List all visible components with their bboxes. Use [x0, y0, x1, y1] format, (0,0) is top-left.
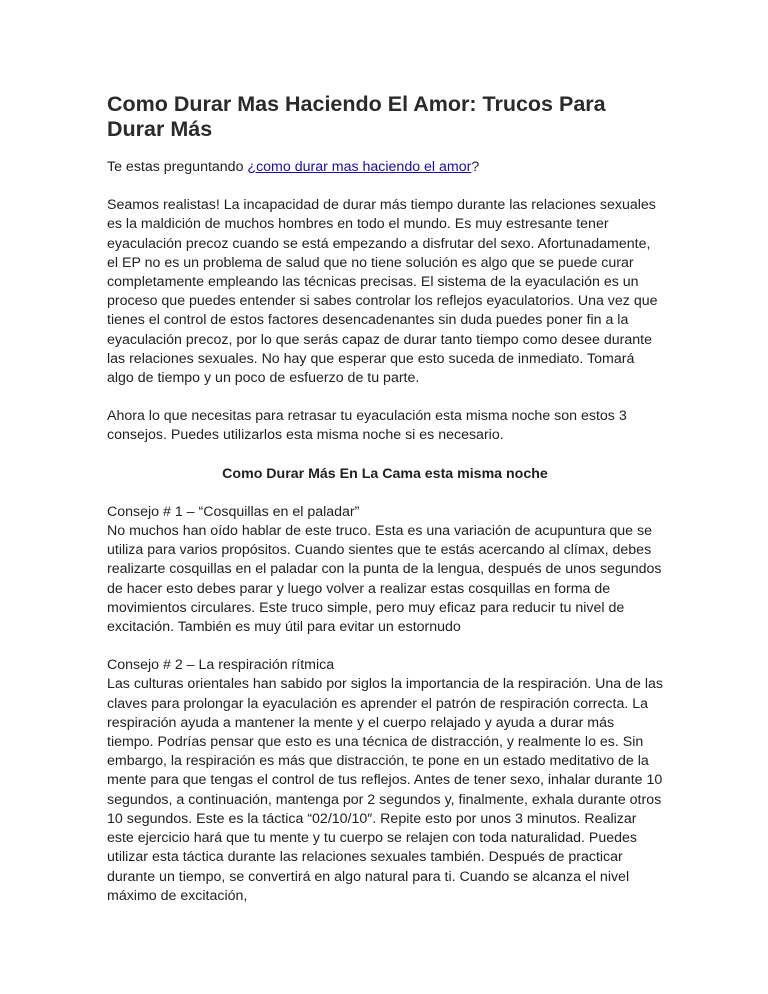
lead-question-mark: ?: [471, 159, 480, 175]
article-link[interactable]: ¿como durar mas haciendo el amor: [247, 159, 472, 175]
consejo-2-body: Las culturas orientales han sabido por siglos la importancia de la respiración. Una de las claves para prolongar la eyaculación es aprender el patrón de respiración correcta. La respiración ayuda a mantener la mente y el cuerpo relajado y ayuda a durar más tiempo. Podrías pensar que esto es una técnica de distracción, y realmente lo es. Sin embargo, la respiración es más que distracción, te pone en un estado meditativo de la mente para que tengas el control de tus reflejos. Antes de tener sexo, inhalar durante 10 segundos, a continuación, mantenga por 2 segundos y, finalmente, exhala durante otros 10 segundos. Este es la táctica “02/10/10″. Repite esto por unos 3 minutos. Realizar este ejercicio hará que tu mente y tu cuerpo se relajen con toda naturalidad. Puedes utilizar esta táctica durante las relaciones sexuales también. Después de practicar durante un tiempo, se convertirá en algo natural para ti. Cuando se alcanza el nivel máximo de excitación,: [107, 676, 663, 904]
section-title: Como Durar Más En La Cama esta misma noche: [222, 465, 548, 482]
consejo-1-title: Consejo # 1 – “Cosquillas en el paladar”: [107, 503, 360, 520]
document-title: Como Durar Mas Haciendo El Amor: Trucos Para Durar Más: [107, 92, 606, 141]
consejo-1-body: No muchos han oído hablar de este truco. Esta es una variación de acupuntura que se utiliza para varios propósitos. Cuando sientes que te estás acercando al clímax, debes realizarte cosquillas en el paladar con la punta de la lengua, después de unos segundos de hacer esto debes parar y luego volver a realizar estas cosquillas en forma de movimientos circulares. Este truco simple, pero muy eficaz para reducir tu nivel de excitación. También es muy útil para evitar un estornudo: [107, 523, 662, 636]
intro-paragraph: Seamos realistas! La incapacidad de durar más tiempo durante las relaciones sexuales es la maldición de muchos hombres en todo el mundo. Es muy estresante tener eyaculación precoz cuando se está empezando a disfrutar del sexo. Afortunadamente, el EP no es un problema de salud que no tiene solución es algo que se puede curar completamente empleando las técnicas precisas. El sistema de la eyaculación es un proceso que puedes entender si sabes controlar los reflejos eyaculatorios. Una vez que tienes el control de estos factores desencadenantes sin duda puedes poner fin a la eyaculación precoz, por lo que serás capaz de durar tanto tiempo como desee durante las relaciones sexuales. No hay que esperar que esto suceda de inmediato. Tomará algo de tiempo y un poco de esfuerzo de tu parte.: [107, 197, 658, 387]
tips-intro-paragraph: Ahora lo que necesitas para retrasar tu eyaculación esta misma noche son estos 3 consejos. Puedes utilizarlos esta misma noche si es necesario.: [107, 408, 627, 444]
lead-paragraph: [107, 158, 663, 177]
lead-text: Te estas preguntando: [107, 159, 248, 175]
consejo-2-title: Consejo # 2 – La respiración rítmica: [107, 657, 335, 674]
document-page: [107, 92, 663, 925]
